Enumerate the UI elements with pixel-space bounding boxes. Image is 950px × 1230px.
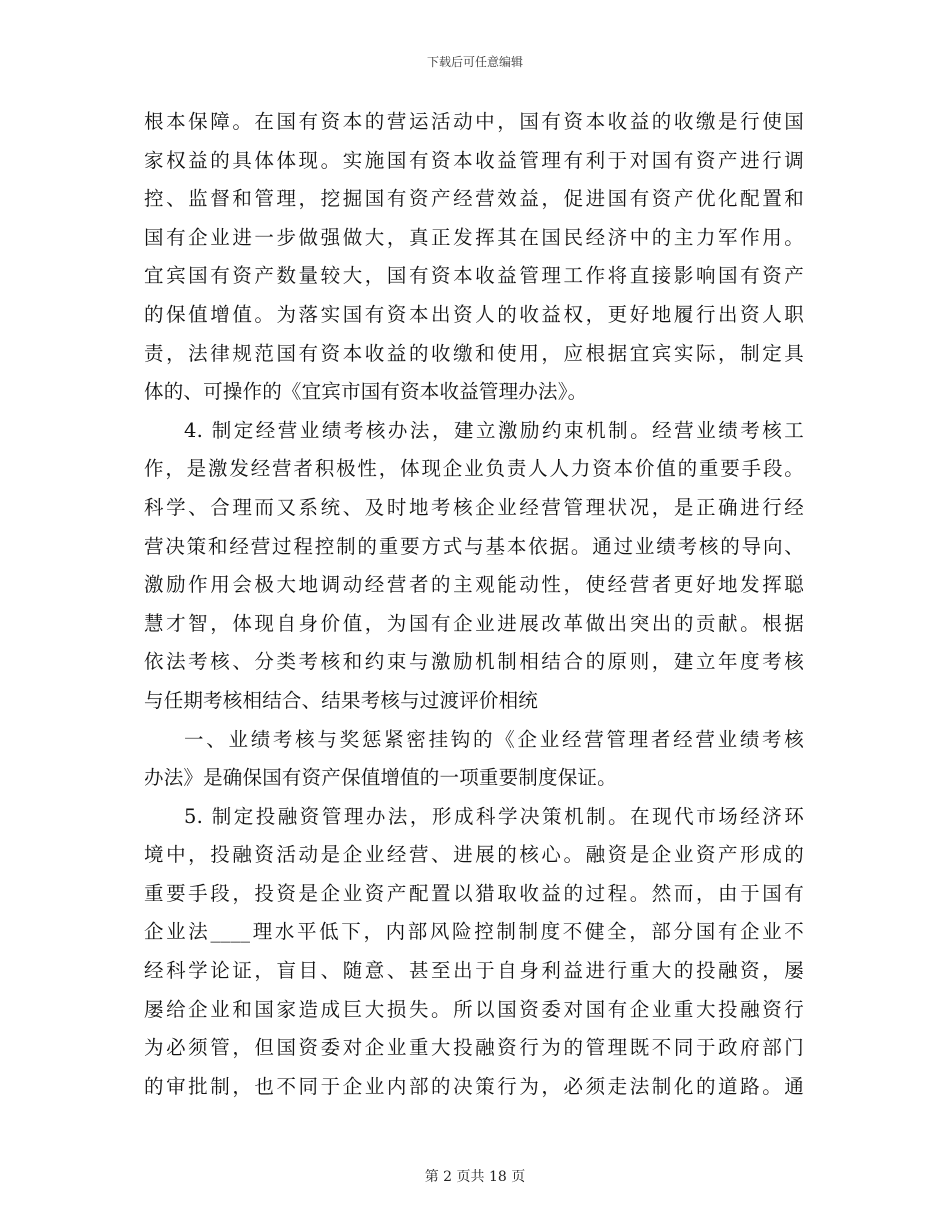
text-line: 经科学论证，盲目、随意、甚至出于自身利益进行重大的投融资，屡: [144, 959, 804, 983]
paragraph-5-start: 5. 制定投融资管理办法，形成科学决策机制。在现代市场经济环: [184, 804, 804, 828]
text-line: 国有企业进一步做强做大，真正发挥其在国民经济中的主力军作用。: [144, 225, 804, 249]
text-line: 慧才智，体现自身价值，为国有企业进展改革做出突出的贡献。根据: [144, 611, 804, 635]
text-line: 作，是激发经营者积极性，体现企业负责人人力资本价值的重要手段。: [144, 457, 804, 481]
text-line: 的保值增值。为落实国有资本出资人的收益权，更好地履行出资人职: [144, 302, 804, 326]
text-line: 体的、可操作的《宜宾市国有资本收益管理办法》。: [144, 380, 588, 404]
text-line: 屡给企业和国家造成巨大损失。所以国资委对国有企业重大投融资行: [144, 997, 804, 1021]
text-line: 科学、合理而又系统、及时地考核企业经营管理状况，是正确进行经: [144, 495, 804, 519]
text-line: 企业法____理水平低下，内部风险控制制度不健全，部分国有企业不: [144, 920, 804, 944]
text-line: 依法考核、分类考核和约束与激励机制相结合的原则，建立年度考核: [144, 650, 804, 674]
text-line: 宜宾国有资产数量较大，国有资本收益管理工作将直接影响国有资产: [144, 264, 804, 288]
text-line: 办法》是确保国有资产保值增值的一项重要制度保证。: [144, 766, 617, 790]
text-line: 的审批制，也不同于企业内部的决策行为，必须走法制化的道路。通: [144, 1074, 804, 1098]
page-header: 下载后可任意编辑: [426, 55, 523, 69]
page-number: 第 2 页共 18 页: [424, 1169, 526, 1185]
body-text: [144, 103, 804, 1106]
text-line: 营决策和经营过程控制的重要方式与基本依据。通过业绩考核的导向、: [144, 534, 804, 558]
text-line: 境中，投融资活动是企业经营、进展的核心。融资是企业资产形成的: [144, 843, 804, 867]
text-line: 与任期考核相结合、结果考核与过渡评价相统: [144, 688, 539, 712]
paragraph-4-start: 4. 制定经营业绩考核办法，建立激励约束机制。经营业绩考核工: [184, 418, 804, 442]
text-line: 激励作用会极大地调动经营者的主观能动性，使经营者更好地发挥聪: [144, 573, 804, 597]
text-line: 家权益的具体体现。实施国有资本收益管理有利于对国有资产进行调: [144, 148, 804, 172]
text-line: 控、监督和管理，挖掘国有资产经营效益，促进国有资产优化配置和: [144, 187, 804, 211]
text-line: 责，法律规范国有资本收益的收缴和使用，应根据宜宾实际，制定具: [144, 341, 804, 365]
text-line: 为必须管，但国资委对企业重大投融资行为的管理既不同于政府部门: [144, 1036, 804, 1060]
text-line: 根本保障。在国有资本的营运活动中，国有资本收益的收缴是行使国: [144, 110, 804, 133]
text-line: 重要手段，投资是企业资产配置以猎取收益的过程。然而，由于国有: [144, 881, 804, 905]
section-one-start: 一、业绩考核与奖惩紧密挂钩的《企业经营管理者经营业绩考核: [184, 727, 804, 751]
